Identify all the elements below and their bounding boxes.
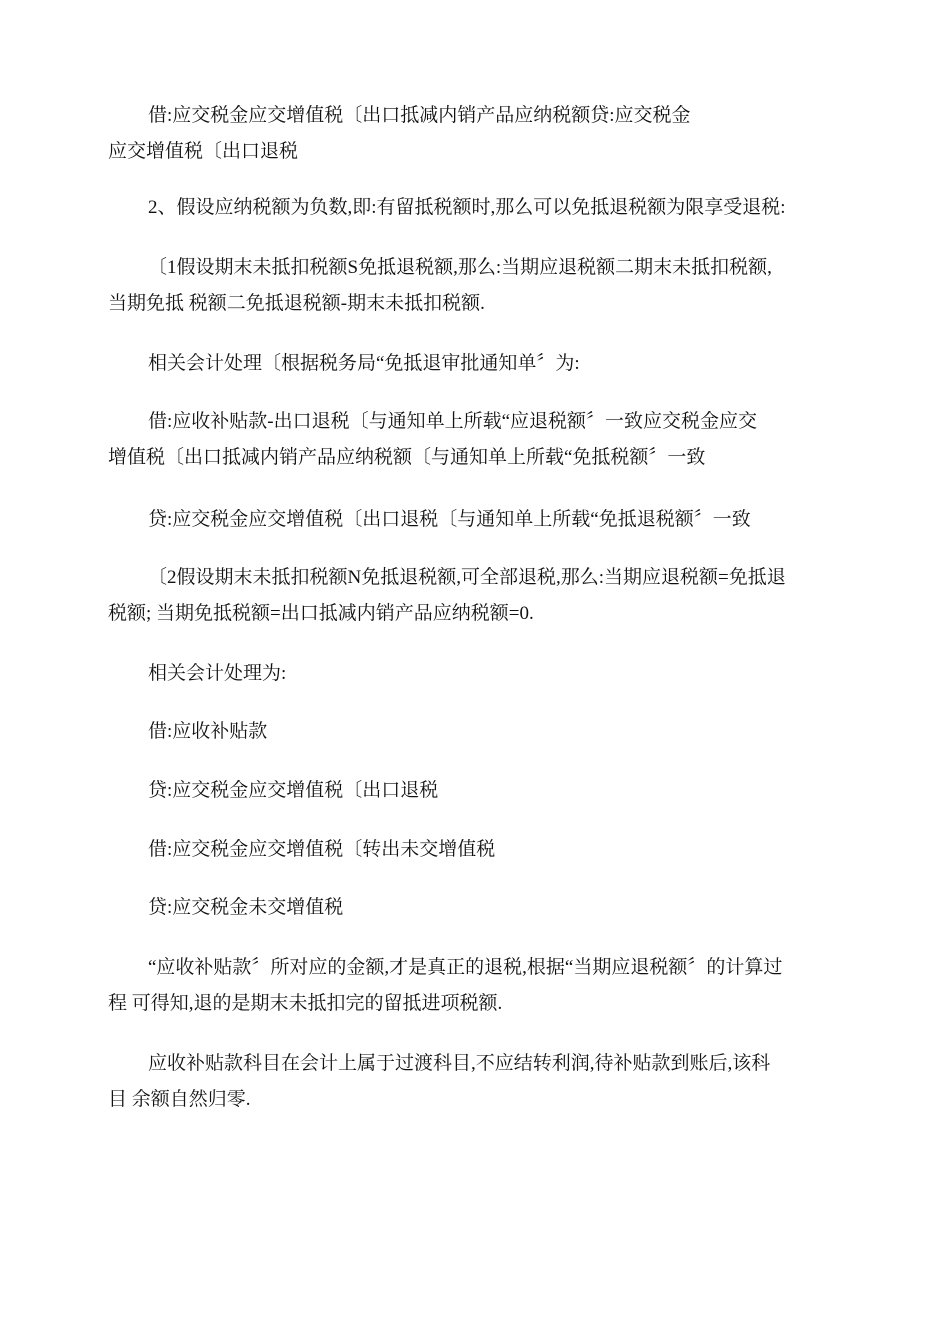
- paragraph-line: 应交增值税〔出口退税: [108, 141, 299, 162]
- paragraph-line: 贷:应交税金应交增值税〔出口退税: [148, 780, 439, 801]
- paragraph-line: 当期免抵 税额二免抵退税额-期末未抵扣税额.: [108, 293, 485, 314]
- paragraph-transition-account: [108, 1046, 842, 1118]
- paragraph-debit-subsidy: [108, 714, 842, 750]
- paragraph-accounting-notice: [108, 346, 842, 382]
- paragraph-line: 应收补贴款科目在会计上属于过渡科目,不应结转利润,待补贴款到账后,该科: [148, 1053, 771, 1074]
- paragraph-line: 目 余额自然归零.: [108, 1089, 251, 1110]
- paragraph-line: 2、假设应纳税额为负数,即:有留抵税额时,那么可以免抵退税额为限享受退税:: [148, 197, 786, 218]
- paragraph-line: 借:应收补贴款-出口退税〔与通知单上所载“应退税额〞一致应交税金应交: [148, 411, 758, 432]
- paragraph-line: 借:应交税金应交增值税〔出口抵减内销产品应纳税额贷:应交税金: [148, 105, 691, 126]
- paragraph-line: 贷:应交税金应交增值税〔出口退税〔与通知单上所载“免抵退税额〞一致: [148, 509, 751, 530]
- paragraph-debit-transfer: [108, 832, 842, 868]
- paragraph-debit-receivable: [108, 404, 842, 476]
- paragraph-subsidy-explanation: [108, 950, 842, 1022]
- paragraph-line: 增值税〔出口抵减内销产品应纳税额〔与通知单上所载“免抵税额〞一致: [108, 447, 706, 468]
- paragraph-line: “应收补贴款〞所对应的金额,才是真正的退税,根据“当期应退税额〞的计算过: [148, 957, 783, 978]
- paragraph-line: 相关会计处理为:: [148, 663, 287, 684]
- paragraph-line: 相关会计处理〔根据税务局“免抵退审批通知单〞为:: [148, 353, 580, 374]
- paragraph-negative-tax-case: [108, 190, 842, 226]
- paragraph-line: 税额; 当期免抵税额=出口抵减内销产品应纳税额=0.: [108, 603, 534, 624]
- paragraph-line: 借:应收补贴款: [148, 721, 268, 742]
- paragraph-line: 〔2假设期末未抵扣税额N免抵退税额,可全部退税,那么:当期应退税额=免抵退: [148, 567, 786, 588]
- paragraph-debit-export-offset: [108, 98, 842, 170]
- paragraph-case-2: [108, 560, 842, 632]
- paragraph-credit-export-refund: [108, 502, 842, 538]
- paragraph-line: 〔1假设期末未抵扣税额S免抵退税额,那么:当期应退税额二期末未抵扣税额,: [148, 257, 772, 278]
- paragraph-line: 借:应交税金应交增值税〔转出未交增值税: [148, 839, 496, 860]
- paragraph-case-1: [108, 250, 842, 322]
- paragraph-credit-export: [108, 773, 842, 809]
- paragraph-line: 贷:应交税金未交增值税: [148, 897, 344, 918]
- paragraph-line: 程 可得知,退的是期末未抵扣完的留抵进项税额.: [108, 993, 503, 1014]
- paragraph-credit-unpaid-vat: [108, 890, 842, 926]
- paragraph-accounting-heading: [108, 656, 842, 692]
